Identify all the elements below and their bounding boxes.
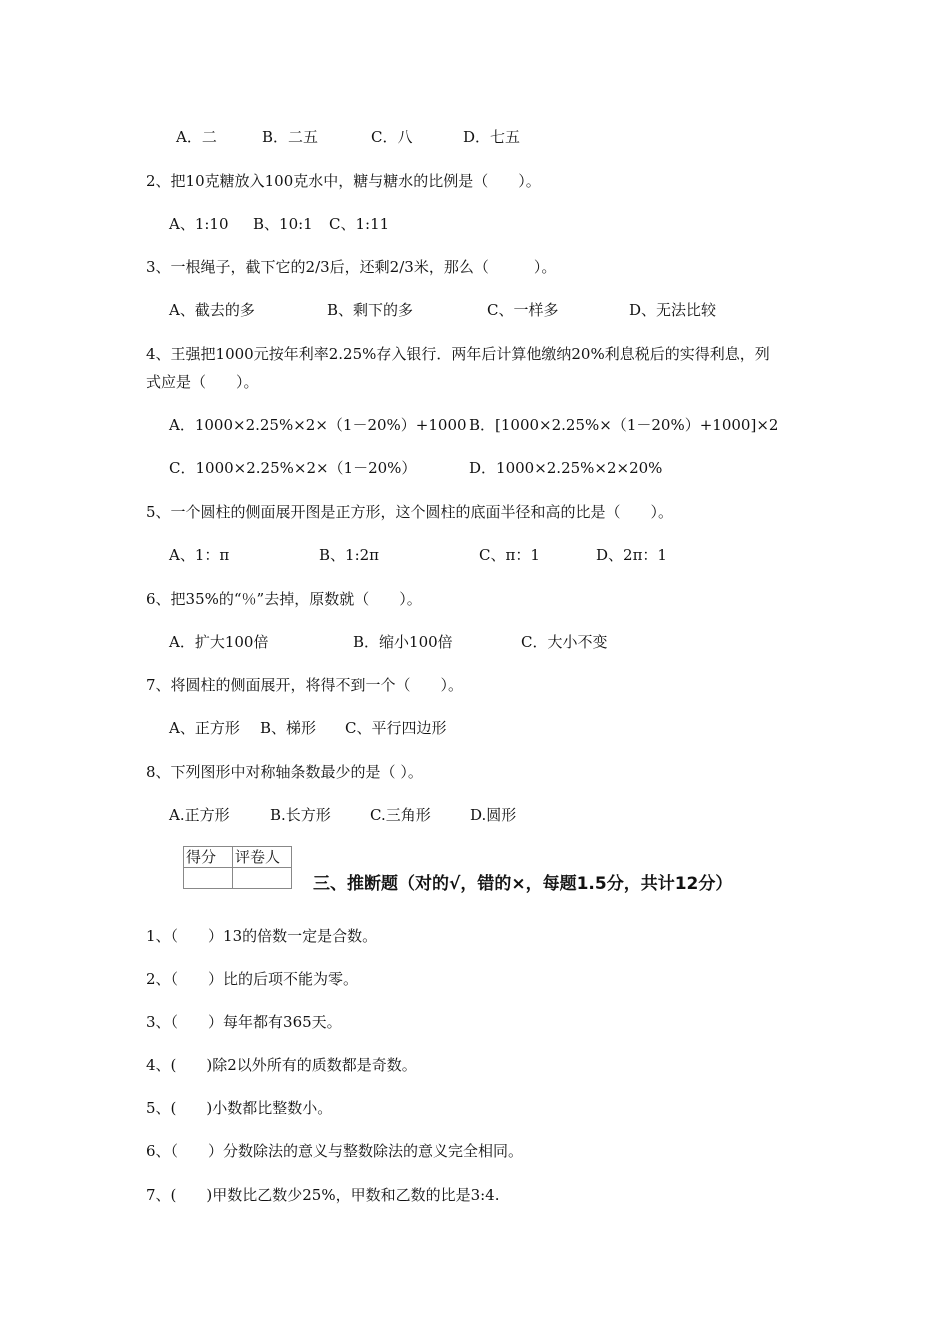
q2-option-a: A、1:10 bbox=[169, 215, 229, 233]
q5-option-c: C、π：1 bbox=[479, 546, 540, 564]
question-7-text: 7、将圆柱的侧面展开，将得不到一个（ ）。 bbox=[146, 676, 464, 694]
q4-option-b: B．[1000×2.25%×（1－20%）+1000]×2 bbox=[469, 416, 779, 434]
q2-option-b: B、10:1 bbox=[253, 215, 313, 233]
judgment-item-4: 4、( )除2以外所有的质数都是奇数。 bbox=[146, 1056, 417, 1074]
q1-option-b: B．二五 bbox=[262, 128, 319, 146]
q7-option-a: A、正方形 bbox=[169, 719, 240, 737]
q5-option-d: D、2π：1 bbox=[596, 546, 667, 564]
q1-option-d: D．七五 bbox=[463, 128, 521, 146]
score-table bbox=[183, 846, 292, 889]
q8-option-b: B.长方形 bbox=[270, 806, 331, 824]
q6-option-a: A．扩大100倍 bbox=[169, 633, 269, 651]
judgment-item-2: 2、（ ）比的后项不能为零。 bbox=[146, 970, 359, 988]
q7-option-c: C、平行四边形 bbox=[345, 719, 447, 737]
q2-option-c: C、1:11 bbox=[329, 215, 390, 233]
question-2-text: 2、把10克糖放入100克水中，糖与糖水的比例是（ ）。 bbox=[146, 172, 541, 190]
q4-option-d: D．1000×2.25%×2×20% bbox=[469, 459, 663, 477]
question-4-text-line1: 4、王强把1000元按年利率2.25%存入银行．两年后计算他缴纳20%利息税后的实得利息，列 bbox=[146, 345, 770, 363]
judgment-item-3: 3、（ ）每年都有365天。 bbox=[146, 1013, 342, 1031]
q1-option-a: A．二 bbox=[176, 128, 217, 146]
score-header: 得分 bbox=[184, 847, 233, 868]
q3-option-d: D、无法比较 bbox=[629, 301, 717, 319]
q7-option-b: B、梯形 bbox=[260, 719, 317, 737]
grader-header: 评卷人 bbox=[233, 847, 292, 868]
question-5-text: 5、一个圆柱的侧面展开图是正方形，这个圆柱的底面半径和高的比是（ ）。 bbox=[146, 503, 674, 521]
q6-option-b: B．缩小100倍 bbox=[353, 633, 453, 651]
q4-option-c: C．1000×2.25%×2×（1－20%） bbox=[169, 459, 417, 477]
q8-option-a: A.正方形 bbox=[169, 806, 230, 824]
q8-option-c: C.三角形 bbox=[370, 806, 431, 824]
q1-option-c: C．八 bbox=[371, 128, 413, 146]
q5-option-a: A、1：π bbox=[169, 546, 230, 564]
question-4-text-line2: 式应是（ ）。 bbox=[146, 373, 259, 391]
section-3-title: 三、推断题（对的√，错的×，每题1.5分，共计12分） bbox=[313, 874, 733, 894]
q3-option-b: B、剩下的多 bbox=[327, 301, 414, 319]
grader-cell bbox=[233, 868, 292, 889]
q6-option-c: C．大小不变 bbox=[521, 633, 608, 651]
q3-option-a: A、截去的多 bbox=[169, 301, 255, 319]
q5-option-b: B、1:2π bbox=[319, 546, 380, 564]
question-6-text: 6、把35%的“％”去掉，原数就（ ）。 bbox=[146, 590, 422, 608]
q3-option-c: C、一样多 bbox=[487, 301, 559, 319]
judgment-item-1: 1、（ ）13的倍数一定是合数。 bbox=[146, 927, 378, 945]
score-cell bbox=[184, 868, 233, 889]
question-3-text: 3、一根绳子，截下它的2/3后，还剩2/3米，那么（ ）。 bbox=[146, 258, 557, 276]
question-8-text: 8、下列图形中对称轴条数最少的是（ ）。 bbox=[146, 763, 423, 781]
q8-option-d: D.圆形 bbox=[470, 806, 517, 824]
judgment-item-5: 5、( )小数都比整数小。 bbox=[146, 1099, 333, 1117]
judgment-item-6: 6、（ ）分数除法的意义与整数除法的意义完全相同。 bbox=[146, 1142, 524, 1160]
judgment-item-7: 7、( )甲数比乙数少25%，甲数和乙数的比是3:4. bbox=[146, 1186, 500, 1204]
q4-option-a: A．1000×2.25%×2×（1－20%）+1000 bbox=[169, 416, 467, 434]
